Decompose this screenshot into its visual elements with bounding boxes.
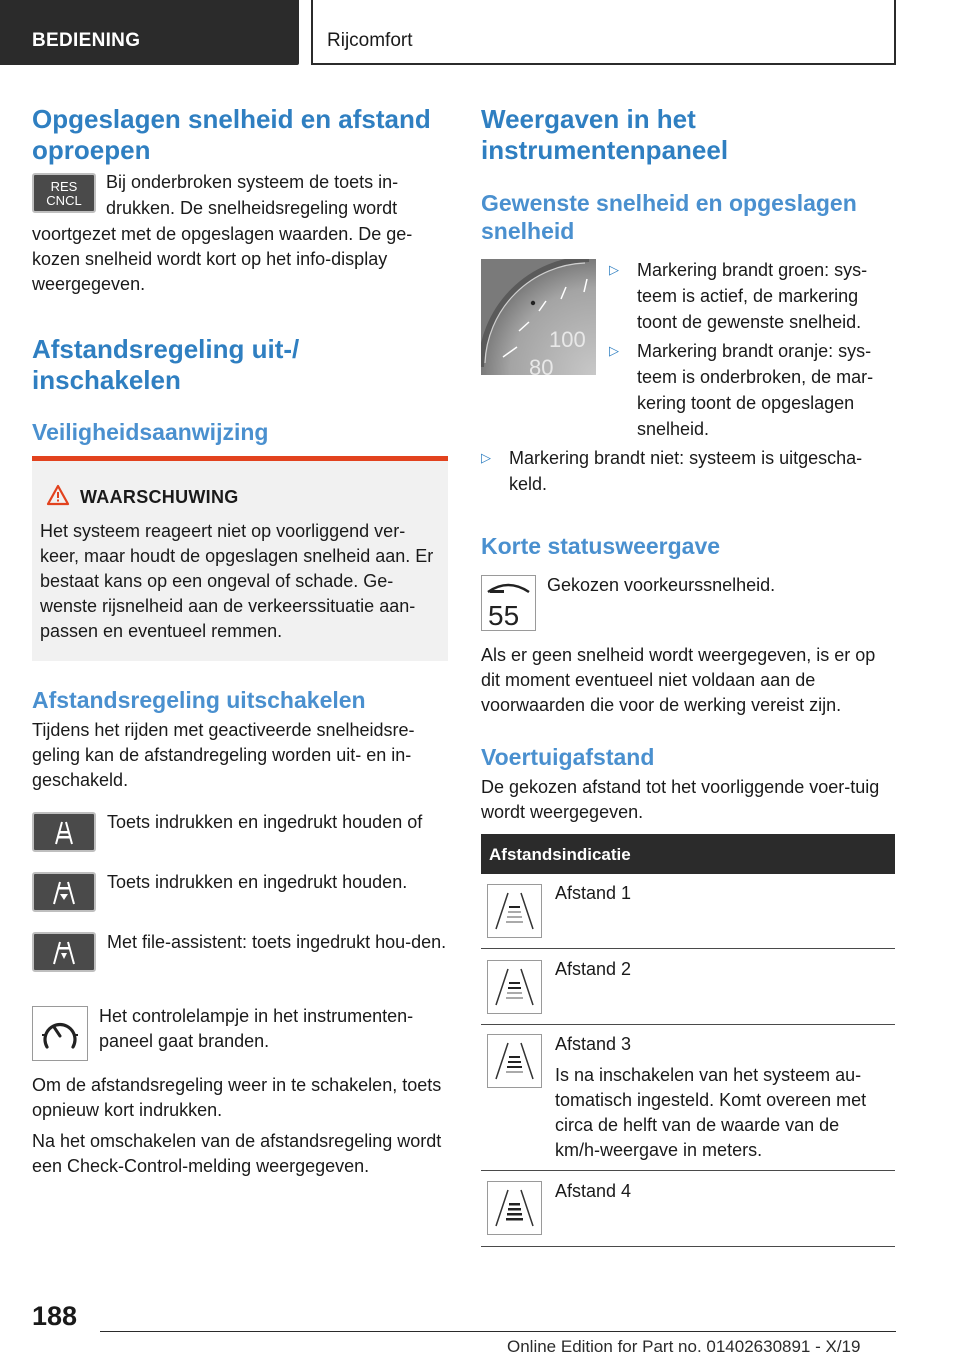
cncl-key-label: CNCL — [46, 193, 82, 208]
heading-display: Weergaven in het instrumentenpaneel — [481, 104, 729, 165]
reenable-text: Om de afstandsregeling weer in te schakelen, toets opnieuw kort indrukken. — [32, 1075, 442, 1120]
distance-down-icon — [34, 874, 94, 910]
heading-off: Afstandsregeling uitschakelen — [32, 687, 366, 713]
heading-safety: Veiligheidsaanwijzing — [32, 419, 269, 445]
table-row — [481, 1171, 895, 1247]
status-speed-value: 55 — [488, 600, 520, 630]
indicator-lamp-box — [32, 1006, 88, 1061]
table-row — [481, 874, 895, 949]
off-text: Tijdens het rijden met geactiveerde snelheidsre-geling kan de afstandregeling worden uit- en in-geschakeld. — [32, 720, 415, 790]
step3-text: Met file-assistent: toets ingedrukt hou-den. — [107, 932, 447, 952]
status-speed-box — [481, 575, 536, 631]
distance-1-icon — [488, 885, 541, 937]
heading-recall: Opgeslagen snelheid en afstand oproepen — [32, 104, 431, 165]
speedometer-image — [481, 259, 596, 375]
lamp-text: Het controlelampje in het instrumenten-paneel gaat branden. — [99, 1006, 414, 1051]
res-cncl-key-icon — [32, 173, 96, 213]
step1-text: Toets indrukken en ingedrukt houden of — [107, 812, 423, 832]
distance-1-label: Afstand 1 — [555, 883, 632, 903]
heading-speed: Gewenste snelheid en opgeslagen snelheid — [481, 190, 857, 244]
warning-title: WAARSCHUWING — [80, 487, 239, 507]
distance-3-label: Afstand 3 — [555, 1034, 632, 1054]
step2-text: Toets indrukken en ingedrukt houden. — [107, 872, 408, 892]
distance-3-note: Is na inschakelen van het systeem au-tomatisch ingesteld. Komt overeen met circa de helft van de waarde van de km/h-weergave in meters. — [555, 1065, 867, 1160]
distance-2-label: Afstand 2 — [555, 959, 632, 979]
distance-4-label: Afstand 4 — [555, 1181, 632, 1201]
distance-key-down-icon — [32, 872, 96, 912]
bullet-marker-icon: ▷ — [609, 343, 619, 358]
distance-table-title: Afstandsindicatie — [489, 845, 631, 864]
gauge-label-100: 100 — [549, 327, 586, 352]
page-number: 188 — [32, 1301, 78, 1331]
section-title: BEDIENING — [32, 30, 141, 51]
status-text: Gekozen voorkeurssnelheid. — [547, 575, 776, 595]
distance-1-icon-box — [487, 884, 542, 938]
distance-2-icon-box — [487, 960, 542, 1014]
recall-text-line1: Bij onderbroken systeem de toets in- — [106, 172, 399, 192]
traffic-jam-key-icon — [32, 932, 96, 972]
table-row — [481, 949, 895, 1025]
distance-2-icon — [488, 961, 541, 1013]
distance-key-icon — [32, 812, 96, 852]
speedometer-lamp-icon — [33, 1007, 87, 1060]
nospeed-text: Als er geen snelheid wordt weergegeven, is er op dit moment eventueel niet voldaan aan de voorwaarden die voor de werking vereist zijn. — [481, 645, 876, 715]
warning-box — [32, 456, 448, 661]
res-key-label: RES — [50, 179, 78, 194]
warning-triangle-icon — [46, 484, 70, 506]
section-tab — [0, 0, 299, 65]
heading-distance: Voertuigafstand — [481, 744, 655, 770]
warning-text: Het systeem reageert niet op voorliggend ver-keer, maar houdt de opgeslagen snelheid aan. Er bestaat kans op een ongeval of schade. Ge-wenste rijsnelheid aan de verkeerssituatie aan-passen en eventueel remmen. — [40, 521, 434, 641]
bullet-marker-icon: ▷ — [481, 450, 491, 465]
footer-edition: Online Edition for Part no. 01402630891 - X/19 — [507, 1337, 861, 1356]
table-row — [481, 1025, 895, 1171]
distance-4-icon-box — [487, 1181, 542, 1235]
recall-text-rest: voortgezet met de opgeslagen waarden. De ge-kozen snelheid wordt kort op het info-display weergegeven. — [32, 224, 413, 294]
bullet-off — [481, 445, 895, 497]
footer-rule — [100, 1331, 896, 1332]
gauge-label-80: 80 — [529, 355, 554, 375]
bullet-orange — [609, 338, 895, 442]
bullet-marker-icon: ▷ — [609, 262, 619, 277]
chapter-tab — [311, 0, 896, 65]
set-speed-icon — [482, 576, 535, 630]
distance-steering-icon — [34, 934, 94, 970]
heading-toggle: Afstandsregeling uit-/ inschakelen — [32, 334, 300, 395]
speedometer-gauge-icon — [481, 259, 596, 375]
distance-3-icon — [488, 1035, 541, 1087]
bullet-off-text: Markering brandt niet: systeem is uitgescha-keld. — [509, 448, 863, 494]
bullet-green-text: Markering brandt groen: sys-teem is actief, de markering toont de gewenste snelheid. — [637, 260, 868, 332]
distance-table-header — [481, 834, 895, 874]
heading-status: Korte statusweergave — [481, 533, 721, 559]
distance-4-icon — [488, 1182, 541, 1234]
distance-3-icon-box — [487, 1034, 542, 1088]
recall-text-line2: drukken. De snelheidsregeling wordt — [106, 198, 398, 218]
chapter-title: Rijcomfort — [327, 30, 413, 51]
distance-bars-icon — [34, 814, 94, 850]
bullet-green — [609, 257, 895, 335]
checkcontrol-text: Na het omschakelen van de afstandsregeling wordt een Check-Control-melding weergegeven. — [32, 1131, 442, 1176]
distance-text: De gekozen afstand tot het voorliggende voer-tuig wordt weergegeven. — [481, 777, 880, 822]
bullet-orange-text: Markering brandt oranje: sys-teem is onderbroken, de mar-kering toont de opgeslagen snelheid. — [637, 341, 874, 439]
